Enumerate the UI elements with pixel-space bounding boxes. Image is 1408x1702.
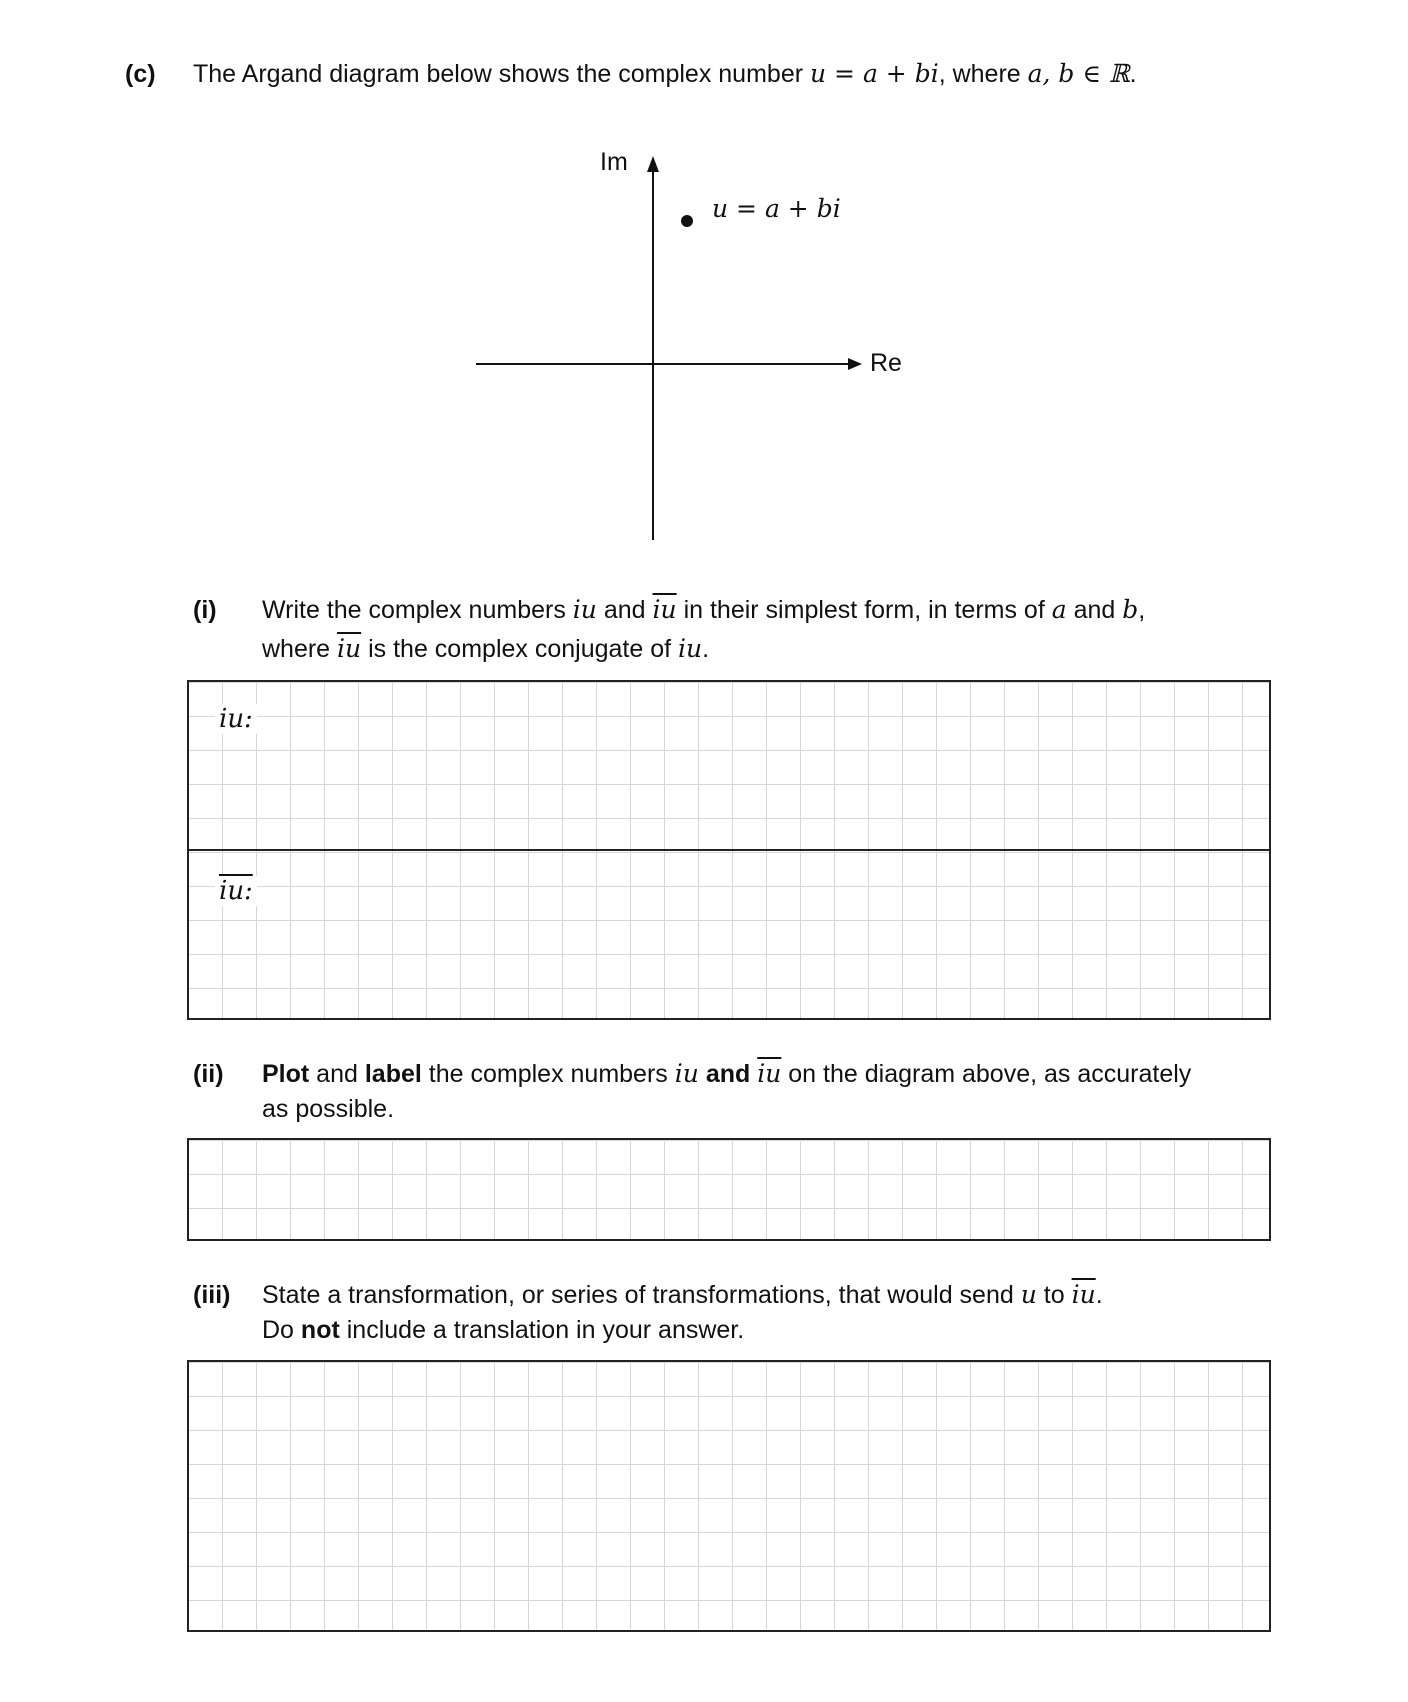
part-i-line2 [262,632,709,666]
vars-text: a, b ∈ ℝ [1027,59,1130,88]
iu-symbol: iu [572,595,597,624]
conjugate-text: is the complex conjugate of [368,635,672,663]
answer-label-iu: iu: [215,704,257,734]
point-u [681,215,693,227]
intro-text: The Argand diagram below shows the complex number [193,60,804,88]
part-iii-text-b: include a translation in your answer. [346,1316,745,1344]
part-ii-line1 [262,1057,1191,1091]
label-word: label [364,1060,422,1088]
where-text: , where [938,60,1021,88]
part-ii-line2: as possible. [262,1095,395,1123]
argand-diagram [0,0,1408,560]
part-c-label: (c) [125,60,156,88]
answer-box-ii[interactable] [187,1138,1271,1241]
period-iii: . [1095,1281,1103,1309]
part-iii-line2 [262,1313,744,1347]
real-axis-arrow [848,358,862,370]
point-u-label: u = a + bi [712,194,841,223]
part-i-text-b: in their simplest form, in terms of [683,596,1045,624]
part-i-line1 [262,593,1145,627]
iu-symbol-ii: iu [674,1059,699,1088]
plot-word: Plot [262,1060,310,1088]
not-word: not [300,1316,340,1344]
part-iii-line1 [262,1278,1103,1312]
part-iii-text-a: State a transformation, or series of transformations, that would send [262,1281,1014,1309]
part-i-label: (i) [193,596,217,624]
answer-box-iii[interactable] [187,1360,1271,1632]
answer-label-iu-conjugate: iu: [215,876,257,906]
imaginary-axis-arrow [647,156,659,172]
im-axis-label: Im [600,148,628,176]
part-ii-text-b: on the diagram above, as accurately [788,1060,1192,1088]
part-iii-label: (iii) [193,1281,231,1309]
to-word: to [1043,1281,1065,1309]
do-word: Do [262,1316,294,1344]
and-word: and [316,1060,358,1088]
re-axis-label: Re [870,349,902,377]
iu-symbol-2: iu [678,634,703,663]
b-symbol: b [1122,595,1139,624]
and-bold: and [705,1060,751,1088]
answer-divider [189,849,1269,851]
period: . [702,635,710,663]
u-symbol: u [1020,1280,1037,1309]
u-equation: u = a + bi [810,59,939,88]
iu-conjugate-symbol-iii: $\overline{iu}$ [1071,1280,1096,1309]
and-text-2: and [1073,596,1116,624]
and-text: and [603,596,646,624]
part-i-text-a: Write the complex numbers [262,596,566,624]
answer-box-i[interactable] [187,680,1271,1020]
where-word: where [262,635,331,663]
comma: , [1138,596,1146,624]
iu-conjugate-symbol-ii: $\overline{iu}$ [757,1059,782,1088]
a-symbol: a [1051,595,1067,624]
end-period: . [1129,60,1137,88]
part-ii-text-a: the complex numbers [428,1060,668,1088]
iu-conjugate-symbol-2: $\overline{iu}$ [337,634,362,663]
iu-conjugate-symbol: $\overline{iu}$ [652,595,677,624]
part-ii-label: (ii) [193,1060,224,1088]
